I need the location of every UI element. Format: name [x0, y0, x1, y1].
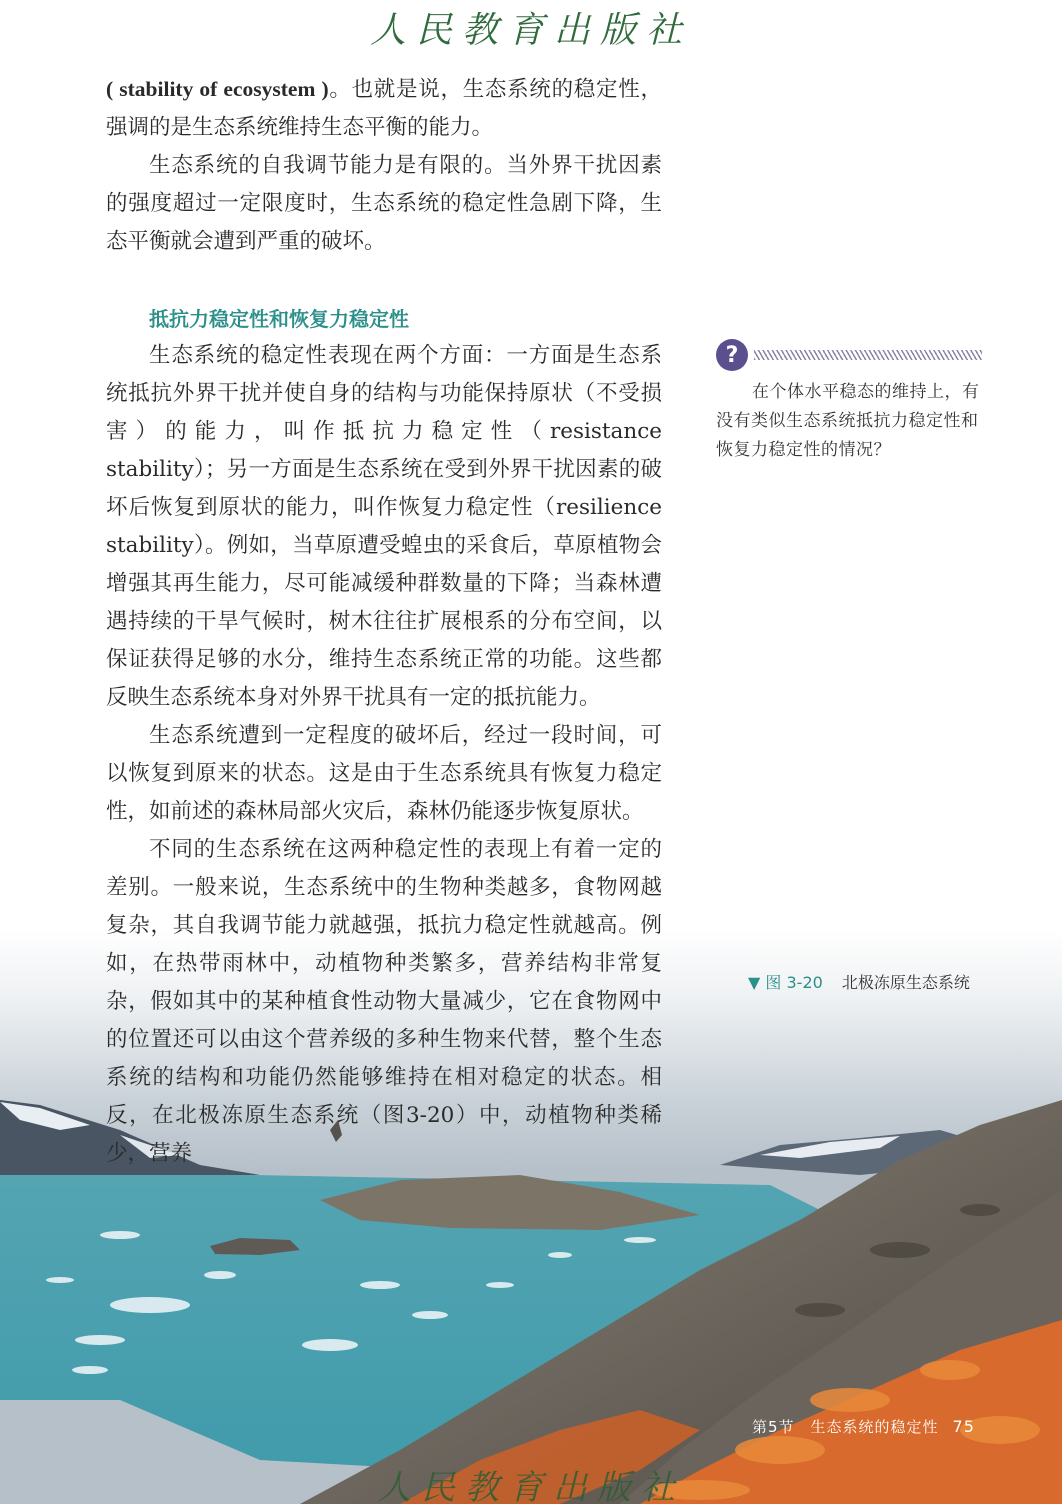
figure-number: 图 3-20 [765, 973, 823, 992]
paragraph-2: 生态系统的自我调节能力是有限的。当外界干扰因素的强度超过一定限度时，生态系统的稳定性急剧下降，生态平衡就会遭到严重的破坏。 [106, 153, 662, 254]
question-icon: ? [716, 339, 748, 371]
margin-question-box [716, 338, 982, 465]
paragraph-1 [106, 70, 662, 147]
hatch-divider [754, 350, 982, 360]
publisher-logo-top: 人民教育出版社 [369, 10, 692, 51]
section-heading: 抵抗力稳定性和恢复力稳定性 [149, 307, 409, 331]
paragraph-4: 生态系统遭到一定程度的破坏后，经过一段时间，可以恢复到原来的状态。这是由于生态系统具有恢复力稳定性，如前述的森林局部火灾后，森林仍能逐步恢复原状。 [106, 723, 662, 824]
main-text-column [106, 70, 662, 1173]
figure-caption [748, 970, 970, 993]
publisher-logo-bottom: 人民教育出版社 [377, 1468, 685, 1508]
page-number: 75 [952, 1417, 975, 1436]
paragraph-1-english-term: ( stability of ecosystem ) [106, 77, 329, 101]
paragraph-1-text: 。也就是说，生态系统的稳定性，强调的是生态系统维持生态平衡的能力。 [106, 77, 662, 140]
footer-section-title: 第5节 生态系统的稳定性 [752, 1418, 939, 1436]
paragraph-5: 不同的生态系统在这两种稳定性的表现上有着一定的差别。一般来说，生态系统中的生物种类越多，食物网越复杂，其自我调节能力就越强，抵抗力稳定性就越高。例如，在热带雨林中，动植物种类繁多，营养结构非常复杂，假如其中的某种植食性动物大量减少，它在食物网中的位置还可以由这个营养级的多种生物来代替，整个生态系统的结构和功能仍然能够维持在相对稳定的状态。相反，在北极冻原生态系统（图3-20）中，动植物种类稀少，营养 [106, 837, 662, 1166]
margin-question-text: 在个体水平稳态的维持上，有没有类似生态系统抵抗力稳定性和恢复力稳定性的情况？ [716, 382, 980, 460]
figure-caption-text: 北极冻原生态系统 [841, 973, 970, 992]
paragraph-3: 生态系统的稳定性表现在两个方面：一方面是生态系统抵抗外界干扰并使自身的结构与功能保持原状（不受损害）的能力，叫作抵抗力稳定性（resistance stability）；另一方面是生态系统在受到外界干扰因素的破坏后恢复到原状的能力，叫作恢复力稳定性（resilience stability）。例如，当草原遭受蝗虫的采食后，草原植物会增强其再生能力，尽可能减缓种群数量的下降；当森林遭遇持续的干旱气候时，树木往往扩展根系的分布空间，以保证获得足够的水分，维持生态系统正常的功能。这些都反映生态系统本身对外界干扰具有一定的抵抗能力。 [106, 343, 662, 710]
page-footer [752, 1416, 975, 1437]
figure-marker: ▼ [748, 973, 761, 992]
